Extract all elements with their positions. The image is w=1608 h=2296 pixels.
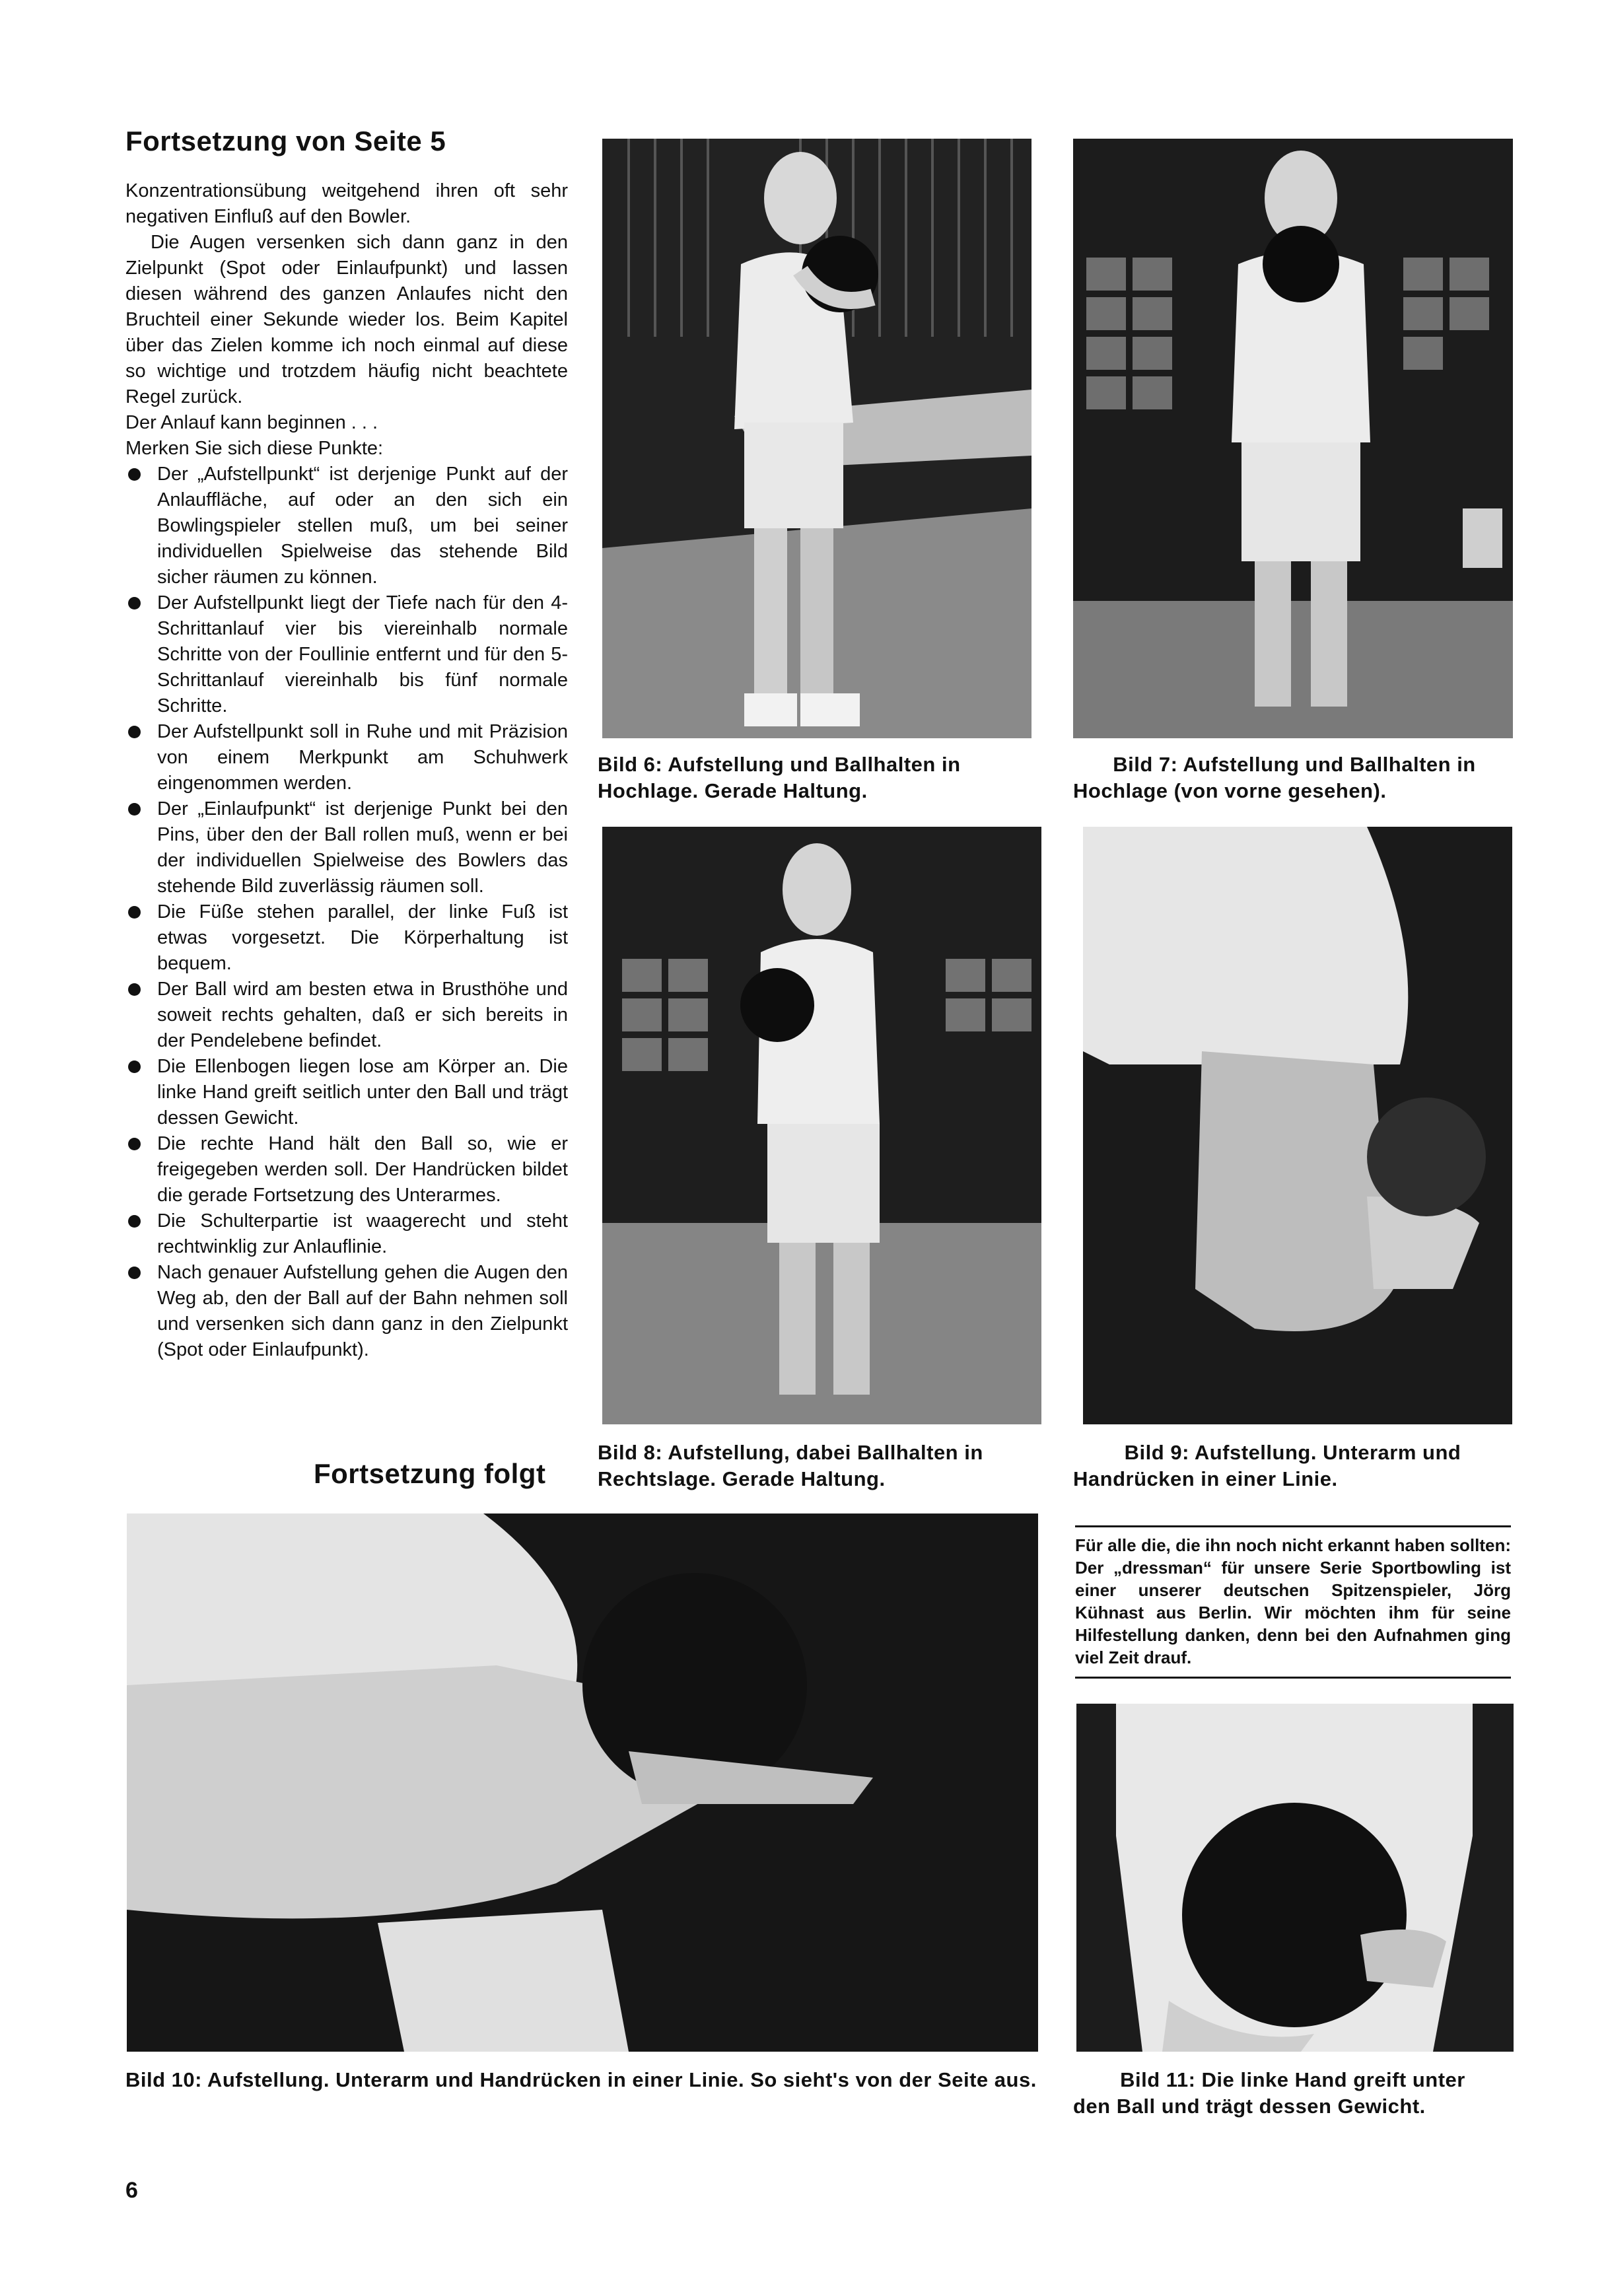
photo-bild-10 [127, 1513, 1038, 2052]
bullet-icon [128, 726, 141, 738]
photo-bild-6 [602, 139, 1031, 738]
caption-line: Hochlage (von vorne gesehen). [1073, 779, 1387, 802]
photo-illustration [602, 139, 1031, 738]
bullet-icon [128, 597, 141, 609]
caption-bild-11 [1073, 2067, 1512, 2120]
photo-bild-9 [1083, 827, 1512, 1424]
article-heading: Fortsetzung von Seite 5 [125, 125, 446, 157]
paragraph: Konzentrationsübung weitgehend ihren oft sehr negativen Einfluß auf den Bowler. [125, 180, 568, 227]
caption-line: Bild 7: Aufstellung und Ballhalten in [1113, 753, 1476, 776]
list-item: Der „Aufstellpunkt“ ist derjenige Punkt auf der Anlauffläche, auf oder an den sich ein Bowlingspieler stellen muß, um bei seiner individuellen Spielweise das stehende Bild sicher räumen zu können. [125, 462, 568, 590]
caption-bild-8: Bild 8: Aufstellung, dabei Ballhalten in Rechtslage. Gerade Haltung. [598, 1441, 983, 1490]
list-item: Nach genauer Aufstellung gehen die Augen den Weg ab, den der Ball auf der Bahn nehmen soll und versenken sich dann ganz in den Zielpunkt (Spot oder Einlaufpunkt). [125, 1260, 568, 1363]
list-item: Der Aufstellpunkt soll in Ruhe und mit Präzision von einem Merkpunkt am Schuhwerk eingenommen werden. [125, 719, 568, 796]
caption-bild-6: Bild 6: Aufstellung und Ballhalten in Hochlage. Gerade Haltung. [598, 753, 961, 802]
bullet-icon [128, 468, 141, 481]
caption-line: den Ball und trägt dessen Gewicht. [1073, 2095, 1426, 2118]
bullet-icon [128, 803, 141, 816]
caption-bild-7 [1073, 751, 1516, 804]
caption-bild-10: Bild 10: Aufstellung. Unterarm und Handrücken in einer Linie. So sieht's von der Seite aus. [125, 2068, 1037, 2091]
list-item: Die rechte Hand hält den Ball so, wie er freigegeben werden soll. Der Handrücken bildet die gerade Fortsetzung des Unterarmes. [125, 1131, 568, 1208]
list-item: Die Füße stehen parallel, der linke Fuß ist etwas vorgesetzt. Die Körperhaltung ist bequem. [125, 899, 568, 977]
paragraph: Der Anlauf kann beginnen . . . [125, 412, 378, 433]
caption-line: Bild 11: Die linke Hand greift unter [1120, 2068, 1465, 2091]
paragraph: Die Augen versenken sich dann ganz in den Zielpunkt (Spot oder Einlaufpunkt) und lassen diesen während des ganzen Anlaufes nicht den Bruchteil einer Sekunde wieder los. Beim Kapitel über das Zielen komme ich noch einmal auf diese so wichtige und trotzdem häufig nicht beachtete Regel zurück. [125, 232, 568, 407]
paragraph: Merken Sie sich diese Punkte: [125, 438, 384, 459]
list-item: Die Ellenbogen liegen lose am Körper an. Die linke Hand greift seitlich unter den Ball und trägt dessen Gewicht. [125, 1054, 568, 1131]
bullet-icon [128, 906, 141, 919]
bullet-list [125, 462, 568, 1363]
caption-bild-9 [1073, 1440, 1512, 1492]
bullet-icon [128, 1138, 141, 1150]
bullet-icon [128, 1061, 141, 1073]
list-item: Die Schulterpartie ist waagerecht und steht rechtwinklig zur Anlauflinie. [125, 1208, 568, 1260]
continued-label: Fortsetzung folgt [314, 1458, 546, 1489]
page-number: 6 [125, 2178, 138, 2203]
photo-bild-7 [1073, 139, 1513, 738]
bullet-icon [128, 1267, 141, 1279]
caption-line: Bild 9: Aufstellung. Unterarm und [1124, 1441, 1461, 1464]
bullet-icon [128, 983, 141, 996]
list-item: Der Ball wird am besten etwa in Brusthöhe und soweit rechts gehalten, daß er sich bereits in der Pendelebene befindet. [125, 977, 568, 1054]
caption-line: Handrücken in einer Linie. [1073, 1467, 1338, 1490]
bullet-icon [128, 1215, 141, 1228]
list-item: Der „Einlaufpunkt“ ist derjenige Punkt bei den Pins, über den der Ball rollen muß, wenn er bei der individuellen Spielweise des Bowlers das stehende Bild zuverlässig räumen soll. [125, 796, 568, 899]
article-body [125, 178, 568, 1363]
notice-box: Für alle die, die ihn noch nicht erkannt haben sollten: Der „dressman“ für unsere Serie Sportbowling ist einer unserer deutschen Spitzenspieler, Jörg Kühnast aus Berlin. Wir möchten ihm für seine Hilfestellung danken, denn bei den Aufnahmen ging viel Zeit drauf. [1075, 1525, 1511, 1679]
photo-bild-8 [602, 827, 1041, 1424]
photo-bild-11 [1076, 1704, 1514, 2052]
list-item: Der Aufstellpunkt liegt der Tiefe nach für den 4-Schrittanlauf vier bis viereinhalb normale Schritte von der Foullinie entfernt und für den 5-Schrittanlauf viereinhalb bis fünf normale Schritte. [125, 590, 568, 719]
